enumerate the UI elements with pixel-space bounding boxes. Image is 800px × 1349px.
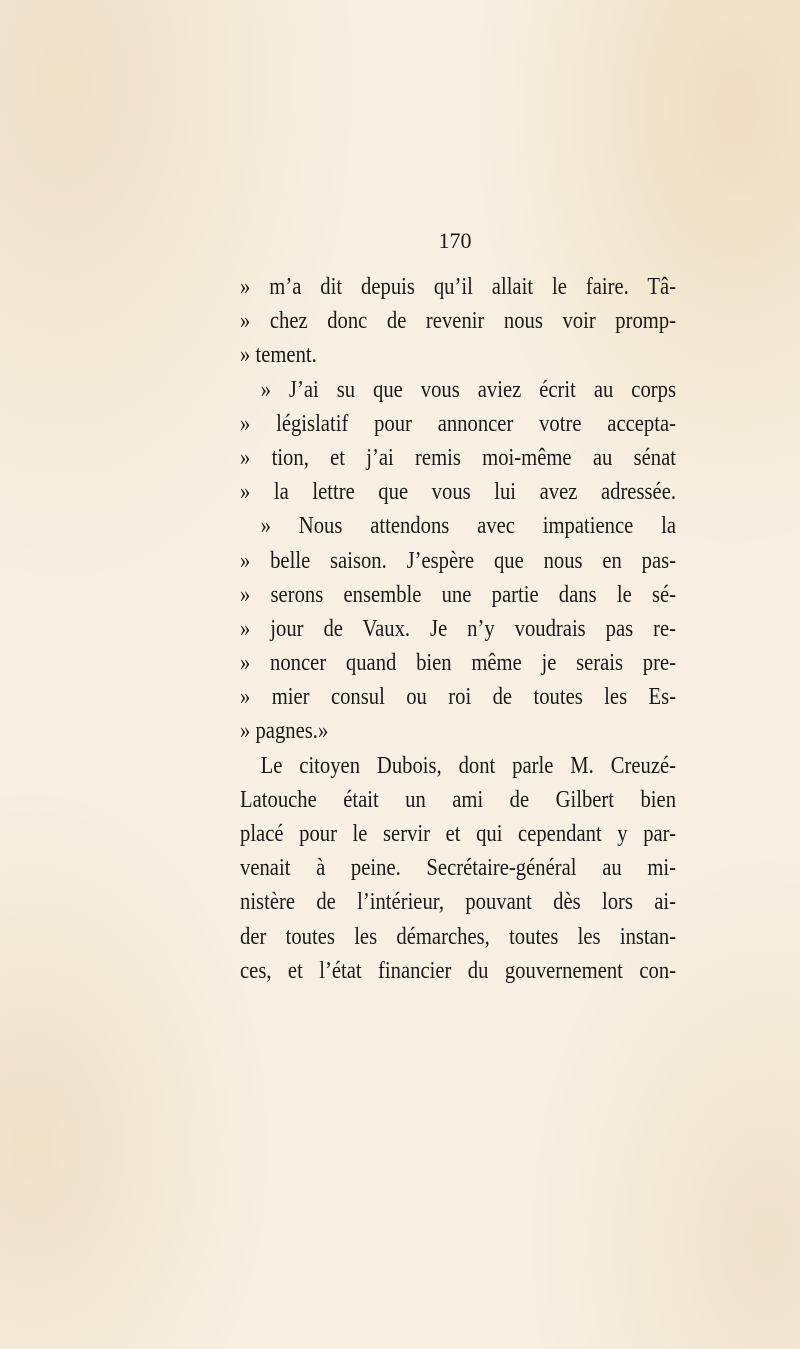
text-line: Latouche était un ami de Gilbert bien	[240, 786, 677, 813]
text-line: » pagnes.»	[240, 718, 329, 745]
text-line: » tion, et j’ai remis moi-même au sénat	[240, 444, 677, 471]
text-line: » mier consul ou roi de toutes les Es-	[240, 684, 677, 711]
text-line: » législatif pour annoncer votre accepta-	[240, 410, 677, 437]
text-line: Le citoyen Dubois, dont parle M. Creuzé-	[260, 752, 677, 779]
text-line: nistère de l’intérieur, pouvant dès lors ai-	[240, 889, 677, 916]
page-number: 170	[438, 228, 472, 253]
text-line: ces, et l’état financier du gouvernement con-	[240, 957, 677, 984]
text-line: » J’ai su que vous aviez écrit au corps	[260, 376, 677, 403]
text-line: » chez donc de revenir nous voir promp-	[240, 308, 677, 335]
text-line: » tement.	[240, 342, 317, 369]
text-line: » la lettre que vous lui avez adressée.	[240, 479, 677, 506]
text-line: » serons ensemble une partie dans le sé-	[240, 581, 677, 608]
body-text	[240, 270, 676, 988]
text-line: » Nous attendons avec impatience la	[260, 513, 677, 540]
text-line: placé pour le servir et qui cependant y par-	[240, 821, 677, 847]
text-line: » m’a dit depuis qu’il allait le faire. Tâ-	[240, 274, 677, 300]
text-line: der toutes les démarches, toutes les instan-	[240, 923, 677, 950]
text-line: » noncer quand bien même je serais pre-	[240, 650, 677, 677]
text-line: » jour de Vaux. Je n’y voudrais pas re-	[240, 615, 677, 642]
text-line: » belle saison. J’espère que nous en pas-	[240, 547, 677, 574]
text-line: venait à peine. Secrétaire-général au mi-	[240, 855, 677, 882]
